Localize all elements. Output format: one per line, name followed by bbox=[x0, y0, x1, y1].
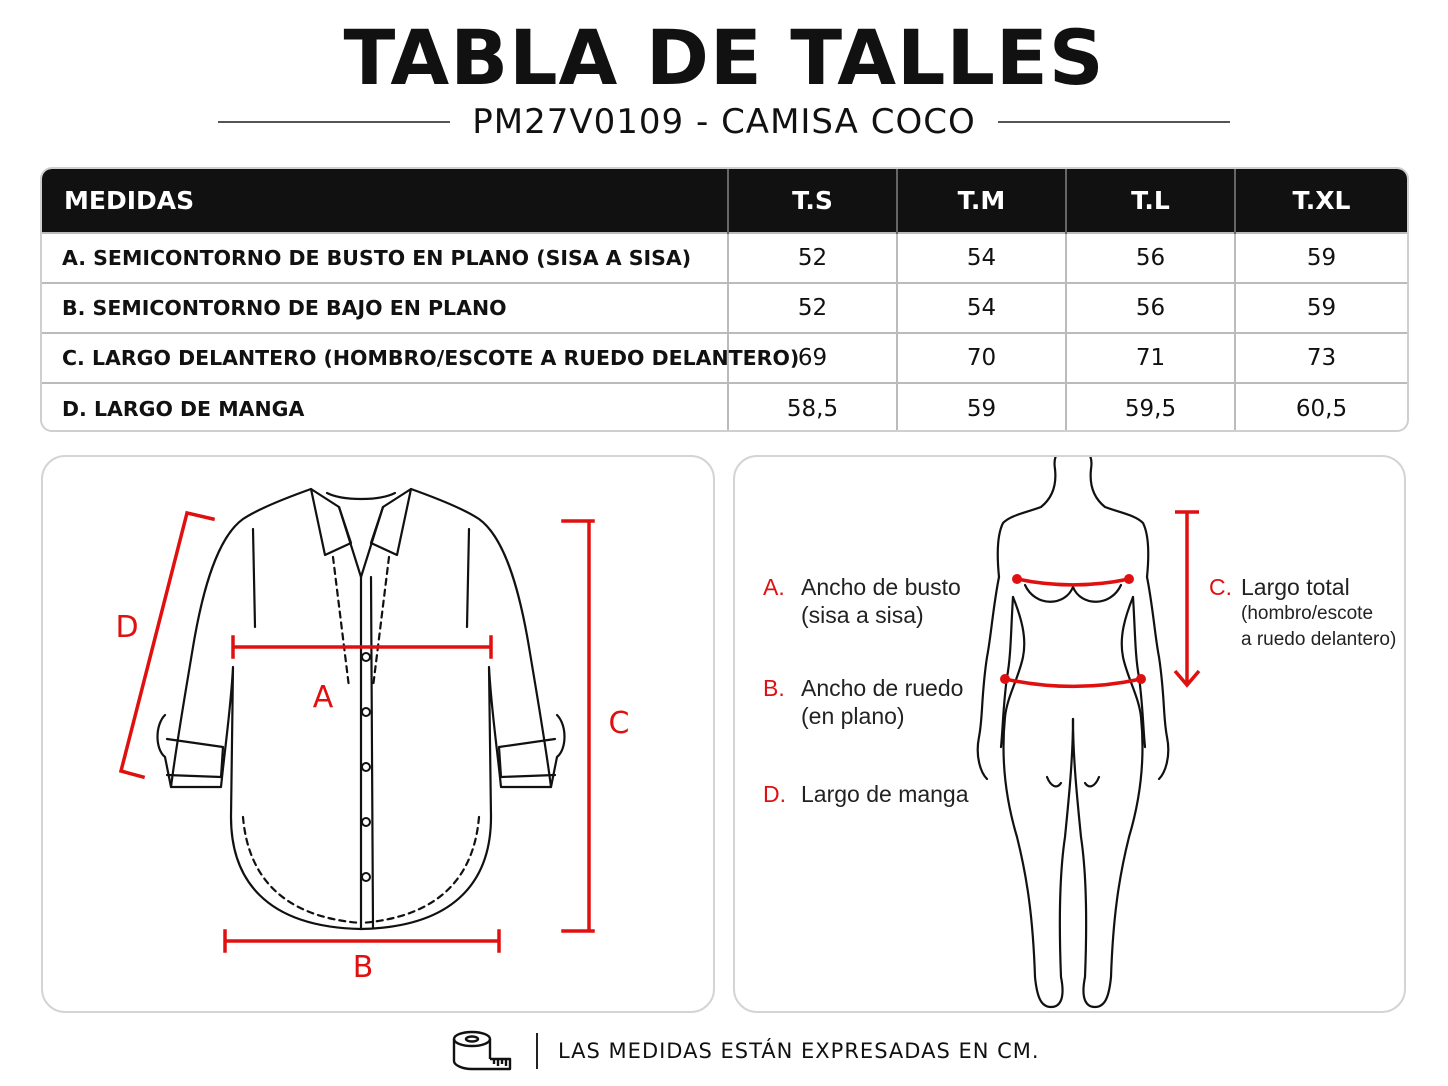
measure-label: D. LARGO DE MANGA bbox=[42, 383, 728, 432]
table-cell: 54 bbox=[897, 283, 1066, 333]
body-outline bbox=[978, 457, 1169, 1007]
legend-subtext: (en plano) bbox=[801, 703, 905, 729]
table-cell: 59 bbox=[897, 383, 1066, 432]
column-header-size-xl: T.XL bbox=[1235, 169, 1407, 233]
legend-title: Ancho de ruedo bbox=[801, 675, 964, 701]
subtitle-row bbox=[218, 100, 1230, 144]
measure-line-c bbox=[563, 521, 593, 931]
table-header-row bbox=[42, 169, 1407, 233]
table-cell: 59 bbox=[1235, 283, 1407, 333]
legend-subtext: (sisa a sisa) bbox=[801, 602, 924, 628]
legend-text bbox=[801, 675, 963, 730]
legend-letter: C. bbox=[1209, 574, 1232, 600]
shirt-diagram bbox=[43, 457, 717, 1015]
table-row bbox=[42, 283, 1407, 333]
table-cell: 59,5 bbox=[1066, 383, 1235, 432]
legend-subtext: (hombro/escote bbox=[1241, 603, 1374, 624]
table-cell: 71 bbox=[1066, 333, 1235, 383]
table-row bbox=[42, 233, 1407, 283]
body-line-a bbox=[1017, 579, 1129, 585]
measure-label: A. SEMICONTORNO DE BUSTO EN PLANO (SISA A SISA) bbox=[42, 233, 728, 283]
table-row bbox=[42, 333, 1407, 383]
measuring-tape-icon bbox=[450, 1029, 514, 1073]
table-cell: 56 bbox=[1066, 283, 1235, 333]
size-table bbox=[40, 167, 1409, 432]
label-d: D bbox=[115, 610, 139, 645]
legend-letter: B. bbox=[763, 675, 785, 701]
table-row bbox=[42, 383, 1407, 432]
legend-title: Ancho de busto bbox=[801, 574, 961, 600]
table-cell: 60,5 bbox=[1235, 383, 1407, 432]
subtitle-right-rule bbox=[998, 121, 1230, 123]
column-header-measures: MEDIDAS bbox=[42, 169, 728, 233]
measure-line-b bbox=[225, 931, 499, 951]
shirt-buttons bbox=[362, 653, 370, 881]
column-header-size-s: T.S bbox=[728, 169, 897, 233]
legend-title: Largo de manga bbox=[801, 781, 969, 807]
table-cell: 70 bbox=[897, 333, 1066, 383]
table-cell: 59 bbox=[1235, 233, 1407, 283]
legend-letter: A. bbox=[763, 574, 785, 600]
measure-label: C. LARGO DELANTERO (HOMBRO/ESCOTE A RUEDO DELANTERO) bbox=[42, 333, 728, 383]
body-measure-lines bbox=[1005, 512, 1199, 687]
measure-line-d bbox=[121, 513, 213, 777]
footer bbox=[450, 1028, 1040, 1074]
table-cell: 56 bbox=[1066, 233, 1235, 283]
table-cell: 69 bbox=[728, 333, 897, 383]
label-b: B bbox=[352, 950, 374, 985]
column-header-size-m: T.M bbox=[897, 169, 1066, 233]
body-diagram-panel bbox=[733, 455, 1406, 1013]
body-figure bbox=[735, 457, 1408, 1015]
units-note: LAS MEDIDAS ESTÁN EXPRESADAS EN CM. bbox=[558, 1039, 1040, 1063]
table-cell: 52 bbox=[728, 233, 897, 283]
column-header-size-l: T.L bbox=[1066, 169, 1235, 233]
legend-text bbox=[1241, 574, 1396, 653]
label-a: A bbox=[312, 680, 334, 715]
label-c: C bbox=[608, 706, 630, 741]
measure-label: B. SEMICONTORNO DE BAJO EN PLANO bbox=[42, 283, 728, 333]
body-line-c bbox=[1175, 512, 1199, 685]
footer-divider bbox=[536, 1033, 538, 1069]
shirt-diagram-panel bbox=[41, 455, 715, 1013]
legend-subtext: a ruedo delantero) bbox=[1241, 629, 1397, 650]
table-cell: 54 bbox=[897, 233, 1066, 283]
product-code-title: PM27V0109 - CAMISA COCO bbox=[472, 102, 976, 142]
table-cell: 73 bbox=[1235, 333, 1407, 383]
shirt-outline bbox=[158, 489, 565, 929]
subtitle-left-rule bbox=[218, 121, 450, 123]
page-title: TABLA DE TALLES bbox=[343, 13, 1105, 102]
legend-text bbox=[801, 574, 961, 629]
table-cell: 58,5 bbox=[728, 383, 897, 432]
body-line-b bbox=[1005, 679, 1141, 687]
legend-title: Largo total bbox=[1241, 574, 1350, 600]
legend-letter: D. bbox=[763, 781, 786, 807]
table-cell: 52 bbox=[728, 283, 897, 333]
